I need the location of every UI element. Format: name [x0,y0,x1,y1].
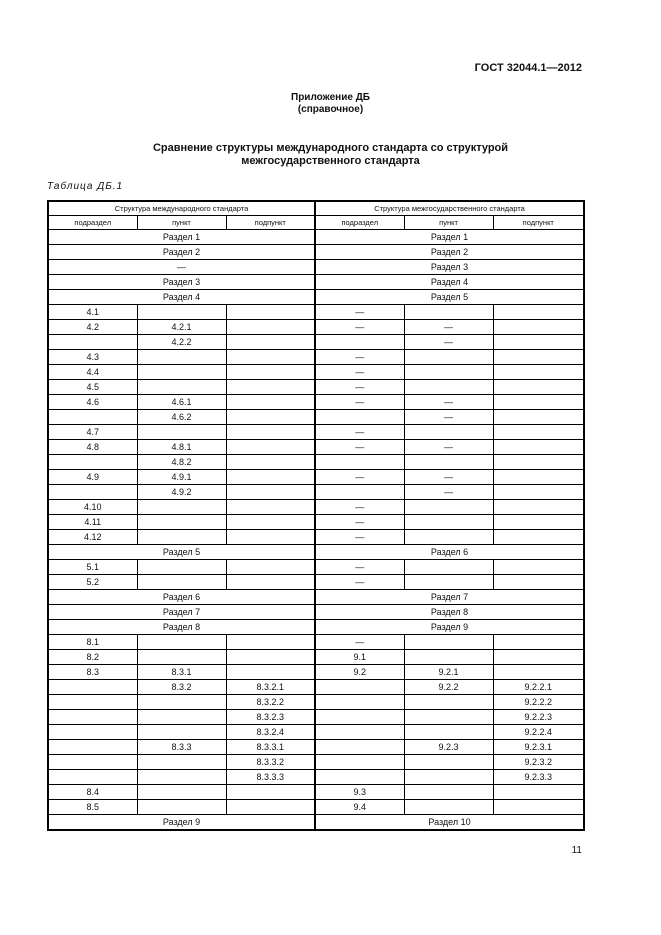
table-cell: 9.1 [315,650,404,665]
table-cell: — [315,635,404,650]
table-cell: 4.6.2 [137,410,226,425]
table-row [48,575,584,590]
table-cell [404,695,493,710]
table-cell [137,500,226,515]
international-section-cell: Раздел 9 [48,815,315,831]
table-row [48,635,584,650]
annex-title: Приложение ДБ [291,92,370,103]
heading-line-2: межгосударственного стандарта [241,155,420,167]
table-cell [404,725,493,740]
column-header: подраздел [48,216,137,230]
table-cell [315,770,404,785]
table-cell [226,470,315,485]
table-cell [137,365,226,380]
table-cell [226,665,315,680]
table-cell [404,380,493,395]
table-row [48,455,584,470]
table-row [48,650,584,665]
table-cell [48,725,137,740]
table-cell: 9.2.2.2 [493,695,584,710]
table-cell: 4.2.2 [137,335,226,350]
column-header: подпункт [226,216,315,230]
table-row [48,440,584,455]
table-cell: — [315,350,404,365]
column-header: пункт [404,216,493,230]
column-header-row [48,216,584,230]
table-cell [137,725,226,740]
table-cell: 4.5 [48,380,137,395]
table-cell: 8.3.2.4 [226,725,315,740]
table-row [48,305,584,320]
table-cell [493,425,584,440]
table-cell: 9.2.3 [404,740,493,755]
column-header: подпункт [493,216,584,230]
section-row [48,275,584,290]
table-cell: 4.12 [48,530,137,545]
table-cell: — [315,530,404,545]
table-cell [226,785,315,800]
table-cell [404,455,493,470]
table-cell: 8.3.3.3 [226,770,315,785]
table-cell [493,500,584,515]
table-cell: 5.2 [48,575,137,590]
table-cell [493,305,584,320]
column-header: подраздел [315,216,404,230]
table-cell [493,470,584,485]
table-cell: 4.10 [48,500,137,515]
table-cell: 4.8.1 [137,440,226,455]
table-cell [137,800,226,815]
table-cell [137,785,226,800]
table-cell [493,530,584,545]
table-cell: 9.2.3.1 [493,740,584,755]
table-cell [493,515,584,530]
section-row [48,545,584,560]
group-header-international: Структура международного стандарта [48,201,315,216]
table-cell [226,800,315,815]
table-cell: 4.6 [48,395,137,410]
table-cell: 4.2.1 [137,320,226,335]
table-cell: 9.2.2.4 [493,725,584,740]
international-section-cell: — [48,260,315,275]
table-cell [493,650,584,665]
table-cell [404,635,493,650]
table-cell: 5.1 [48,560,137,575]
table-cell: 8.5 [48,800,137,815]
table-cell [226,335,315,350]
interstate-section-cell: Раздел 8 [315,605,584,620]
table-cell [493,560,584,575]
section-row [48,290,584,305]
table-cell: 9.2.2.1 [493,680,584,695]
table-cell: 8.3.3 [137,740,226,755]
table-cell [226,560,315,575]
table-cell: — [315,320,404,335]
table-cell: 8.4 [48,785,137,800]
table-row [48,500,584,515]
table-cell [137,635,226,650]
table-row [48,785,584,800]
table-cell [315,725,404,740]
table-cell: 8.3 [48,665,137,680]
table-cell [493,665,584,680]
table-cell [315,335,404,350]
table-cell [137,305,226,320]
international-section-cell: Раздел 5 [48,545,315,560]
table-cell [404,365,493,380]
table-cell: — [315,440,404,455]
table-cell [48,485,137,500]
group-header-interstate: Структура межгосударственного стандарта [315,201,584,216]
section-row [48,230,584,245]
column-header: пункт [137,216,226,230]
group-header-row [48,201,584,216]
table-cell [48,455,137,470]
table-cell: 9.2.2 [404,680,493,695]
table-cell [48,755,137,770]
table-cell: 4.1 [48,305,137,320]
table-cell: — [404,440,493,455]
table-cell [137,710,226,725]
table-cell [226,305,315,320]
table-cell: — [404,395,493,410]
table-cell [404,650,493,665]
table-cell [493,575,584,590]
section-row [48,590,584,605]
table-cell [137,695,226,710]
table-row [48,740,584,755]
table-cell [315,755,404,770]
table-cell: 9.2 [315,665,404,680]
table-cell [226,455,315,470]
table-cell [226,365,315,380]
table-row [48,725,584,740]
table-caption: Таблица ДБ.1 [47,181,124,192]
table-cell: 8.3.2.1 [226,680,315,695]
table-cell: — [315,305,404,320]
table-cell: 4.4 [48,365,137,380]
table-cell [315,455,404,470]
table-cell: — [404,485,493,500]
comparison-table [47,200,585,831]
table-row [48,410,584,425]
table-cell: — [404,470,493,485]
table-cell [404,770,493,785]
table-row [48,770,584,785]
interstate-section-cell: Раздел 7 [315,590,584,605]
table-cell [404,515,493,530]
table-cell [137,560,226,575]
table-cell [493,395,584,410]
interstate-section-cell: Раздел 4 [315,275,584,290]
section-row [48,815,584,831]
table-cell: 4.7 [48,425,137,440]
table-row [48,395,584,410]
table-row [48,755,584,770]
interstate-section-cell: Раздел 10 [315,815,584,831]
table-cell: — [315,380,404,395]
international-section-cell: Раздел 6 [48,590,315,605]
table-row [48,470,584,485]
table-cell [226,515,315,530]
table-cell [404,500,493,515]
table-row [48,695,584,710]
table-cell [137,380,226,395]
table-cell: — [315,425,404,440]
section-row [48,245,584,260]
table-cell [493,380,584,395]
table-cell: — [315,515,404,530]
table-row [48,515,584,530]
table-cell: 8.3.3.2 [226,755,315,770]
table-cell: — [404,335,493,350]
table-cell: 8.2 [48,650,137,665]
table-cell: 8.3.3.1 [226,740,315,755]
table-cell: — [315,560,404,575]
interstate-section-cell: Раздел 2 [315,245,584,260]
table-cell [404,425,493,440]
table-cell [315,695,404,710]
table-row [48,710,584,725]
table-cell: — [315,575,404,590]
interstate-section-cell: Раздел 1 [315,230,584,245]
table-cell: 4.9.2 [137,485,226,500]
table-cell [137,530,226,545]
table-row [48,530,584,545]
section-row [48,620,584,635]
table-cell: 4.2 [48,320,137,335]
section-heading [60,142,601,168]
table-cell [226,380,315,395]
international-section-cell: Раздел 1 [48,230,315,245]
table-cell [404,560,493,575]
table-cell [315,410,404,425]
table-cell [404,710,493,725]
table-row [48,335,584,350]
table-cell [137,650,226,665]
table-row [48,365,584,380]
table-cell: 9.2.1 [404,665,493,680]
interstate-section-cell: Раздел 6 [315,545,584,560]
table-cell [48,770,137,785]
table-row [48,380,584,395]
annex-subtitle: (справочное) [297,104,364,115]
table-cell [493,320,584,335]
table-cell [137,350,226,365]
table-cell: 9.4 [315,800,404,815]
table-row [48,485,584,500]
table-cell [493,335,584,350]
table-cell [226,635,315,650]
table-cell: 8.3.2 [137,680,226,695]
table-cell [404,350,493,365]
table-cell: 4.8 [48,440,137,455]
table-cell [493,350,584,365]
interstate-section-cell: Раздел 5 [315,290,584,305]
table-cell [493,365,584,380]
table-cell [493,800,584,815]
table-row [48,665,584,680]
table-cell [493,635,584,650]
table-row [48,320,584,335]
table-cell: 4.9 [48,470,137,485]
table-cell: 8.3.1 [137,665,226,680]
table-cell [315,710,404,725]
table-cell: 4.11 [48,515,137,530]
table-row [48,560,584,575]
international-section-cell: Раздел 4 [48,290,315,305]
table-cell [493,785,584,800]
document-code: ГОСТ 32044.1—2012 [474,62,582,74]
table-cell [226,485,315,500]
table-cell: 8.3.2.3 [226,710,315,725]
table-cell: 9.3 [315,785,404,800]
table-cell [137,770,226,785]
table-cell [404,305,493,320]
table-cell [48,410,137,425]
table-cell [315,740,404,755]
table-cell [226,440,315,455]
table-cell [48,710,137,725]
table-cell: 4.6.1 [137,395,226,410]
table-cell [226,410,315,425]
table-cell [48,680,137,695]
table-cell: — [315,365,404,380]
table-cell: 4.3 [48,350,137,365]
table-cell [404,530,493,545]
interstate-section-cell: Раздел 3 [315,260,584,275]
table-cell [315,680,404,695]
section-row [48,605,584,620]
table-cell [226,650,315,665]
page-number: 11 [571,845,582,856]
table-cell [48,695,137,710]
table-cell [315,485,404,500]
table-cell: 9.2.3.2 [493,755,584,770]
table-row [48,800,584,815]
table-cell: — [315,470,404,485]
table-row [48,425,584,440]
table-cell [48,335,137,350]
table-cell [226,575,315,590]
international-section-cell: Раздел 8 [48,620,315,635]
table-cell [226,530,315,545]
table-cell: 9.2.3.3 [493,770,584,785]
table-cell [226,320,315,335]
table-cell [493,440,584,455]
table-cell [137,575,226,590]
table-cell [404,785,493,800]
heading-line-1: Сравнение структуры международного стандарта со структурой [152,142,509,154]
table-cell [226,425,315,440]
table-cell [404,755,493,770]
international-section-cell: Раздел 2 [48,245,315,260]
table-cell [226,395,315,410]
table-cell [48,740,137,755]
table-row [48,680,584,695]
international-section-cell: Раздел 7 [48,605,315,620]
table-cell [137,425,226,440]
table-cell: 8.3.2.2 [226,695,315,710]
table-cell [404,800,493,815]
table-cell: 4.8.2 [137,455,226,470]
table-cell: — [315,395,404,410]
interstate-section-cell: Раздел 9 [315,620,584,635]
table-cell: 9.2.2.3 [493,710,584,725]
table-cell: — [404,320,493,335]
table-cell [493,455,584,470]
table-cell: — [315,500,404,515]
table-cell: 4.9.1 [137,470,226,485]
table-cell: — [404,410,493,425]
section-row [48,260,584,275]
table-cell [137,515,226,530]
table-cell [226,500,315,515]
table-cell [493,410,584,425]
table-cell [493,485,584,500]
table-cell [226,350,315,365]
table-row [48,350,584,365]
table-cell [404,575,493,590]
international-section-cell: Раздел 3 [48,275,315,290]
table-cell: 8.1 [48,635,137,650]
table-cell [137,755,226,770]
